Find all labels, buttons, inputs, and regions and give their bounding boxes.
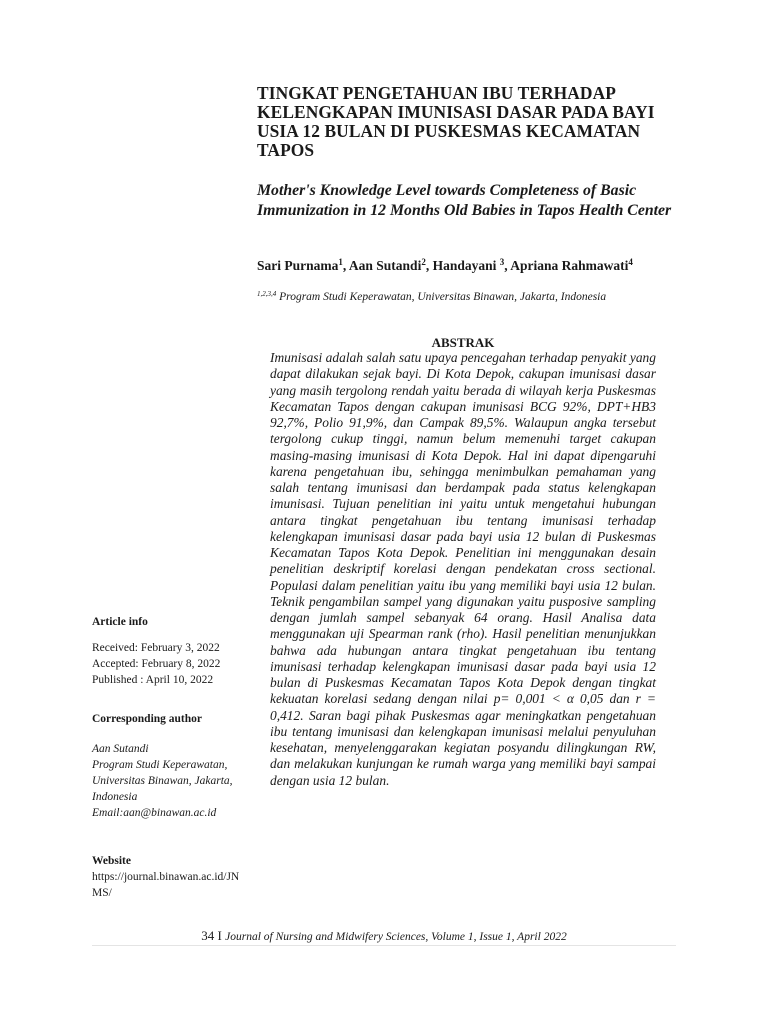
affiliation: [257, 290, 717, 304]
website-info: [92, 853, 242, 901]
corresponding-author-email: Email:aan@binawan.ac.id: [92, 807, 217, 819]
paper-title: TINGKAT PENGETAHUAN IBU TERHADAP KELENGKAPAN IMUNISASI DASAR PADA BAYI USIA 12 BULAN DI PUSKESMAS KECAMATAN TAPOS: [257, 83, 655, 160]
website-heading: Website: [92, 855, 131, 867]
received-date: Received: February 3, 2022: [92, 642, 220, 654]
corresponding-author-affil-line: Indonesia: [92, 791, 138, 803]
paper-subtitle: Mother's Knowledge Level towards Completeness of Basic Immunization in 12 Months Old Babies in Tapos Health Center: [257, 182, 672, 219]
website-link[interactable]: https://journal.binawan.ac.id/JNMS/: [92, 871, 240, 899]
published-date: Published : April 10, 2022: [92, 674, 214, 686]
affiliation-sup: 1,2,3,4: [257, 290, 277, 298]
article-info-heading: Article info: [92, 616, 148, 628]
article-info: [92, 614, 252, 688]
author-separator: ,: [342, 258, 349, 273]
corresponding-author-affil-line: Universitas Binawan, Jakarta,: [92, 775, 233, 787]
journal-citation: Journal of Nursing and Midwifery Sciences, Volume 1, Issue 1, April 2022: [225, 931, 567, 943]
page-footer: [0, 928, 768, 944]
author-list: [257, 257, 687, 274]
corresponding-author-heading: Corresponding author: [92, 713, 203, 725]
abstract-heading: ABSTRAK: [431, 335, 495, 350]
abstract-text: Imunisasi adalah salah satu upaya pencegahan terhadap penyakit yang dapat dilakukan sejak bayi. Di Kota Depok, cakupan imunisasi dasar yang masih tergolong rendah yaitu berada di wilayah kerja Puskesmas Kecamatan Tapos dengan cakupan imunisasi BCG 92%, DPT+HB3 92,7%, Polio 91,9%, dan Campak 89,5%. Walaupun angka tersebut tergolong cukup tinggi, namun belum memenuhi target cakupan masing-masing imunisasi di Kota Depok. Hal ini dapat dipengaruhi karena pengetahuan ibu, sehingga menimbulkan pemahaman yang salah tentang imunisasi dan berdampak pada status kelengkapan imunisasi. Tujuan penelitian ini yaitu untuk mengetahui hubungan antara tingkat pengetahuan ibu tentang imunisasi terhadap kelengkapan imunisasi dasar pada bayi usia 12 bulan di Puskesmas Kecamatan Tapos Kota Depok. Penelitian ini menggunakan desain penelitian deskriptif korelasi dengan pendekatan cross sectional. Populasi dalam penelitian yaitu ibu yang memiliki bayi usia 12 bulan. Teknik pengambilan sampel yang digunakan yaitu pusposive sampling dengan jumlah sampel sebanyak 64 orang. Hasil Analisa data menggunakan uji Spearman rank (rho). Hasil penelitian menunjukkan bahwa ada hubungan antara tingkat pengetahuan ibu tentang imunisasi terhadap kelengkapan imunisasi dasar pada bayi usia 12 bulan di Puskesmas Kecamatan Tapos Kota Depok dengan tingkat kekuatan korelasi sedang dengan nilai p= 0,001 < α 0,05 dan r = 0,412. Saran bagi pihak Puskesmas agar meningkatkan pengetahuan ibu tentang imunisasi dan kelengkapan imunisasi melalui penyuluhan kesehatan, menyelenggarakan kegiatan posyandu dilingkungan RW, dan melakukan kunjungan ke rumah warga yang memiliki bayi sampai dengan usia 12 bulan.: [270, 350, 656, 788]
corresponding-author-affil-line: Program Studi Keperawatan,: [92, 759, 228, 771]
corresponding-author: [92, 711, 252, 821]
footer-divider: [92, 945, 676, 946]
author-separator: ,: [425, 258, 433, 273]
page-number: 34 I: [201, 928, 226, 943]
author-name: Apriana Rahmawati: [510, 258, 629, 273]
corresponding-author-name: Aan Sutandi: [92, 743, 149, 755]
author-name: Sari Purnama: [257, 258, 339, 273]
author-sup: 1: [338, 257, 343, 267]
author-name: Aan Sutandi: [348, 258, 422, 273]
author-sup: 4: [628, 257, 633, 267]
author-sup: 2: [421, 257, 426, 267]
affiliation-text: Program Studi Keperawatan, Universitas Binawan, Jakarta, Indonesia: [276, 291, 607, 303]
accepted-date: Accepted: February 8, 2022: [92, 658, 221, 670]
author-separator: ,: [504, 258, 511, 273]
author-name: Handayani: [432, 258, 500, 273]
author-sup: 3: [499, 257, 505, 267]
